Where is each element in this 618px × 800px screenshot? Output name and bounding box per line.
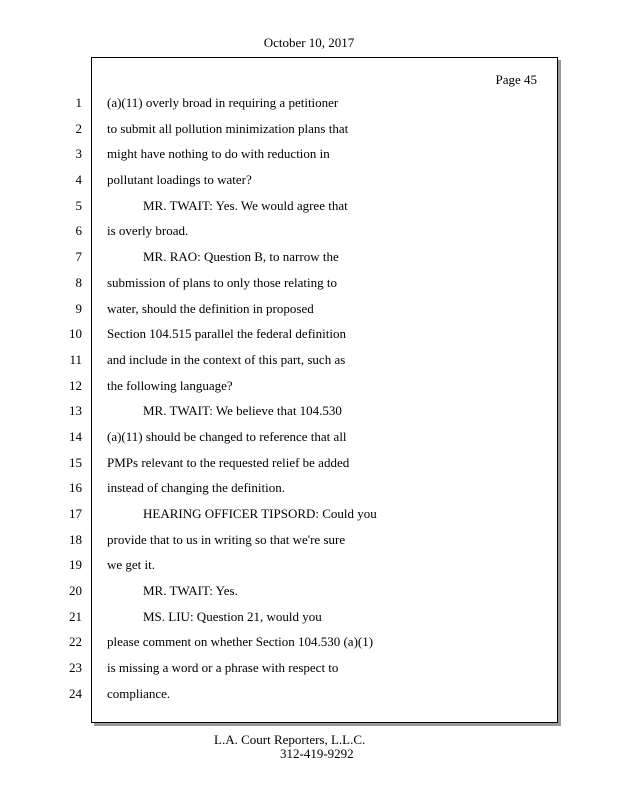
transcript-line: water, should the definition in proposed — [107, 300, 314, 316]
line-number: 3 — [75, 146, 82, 162]
line-number: 19 — [69, 557, 82, 573]
line-number: 24 — [69, 685, 82, 701]
footer-phone-number: 312-419-9292 — [280, 746, 354, 761]
transcript-line: submission of plans to only those relating to — [107, 274, 338, 290]
line-number: 10 — [69, 326, 82, 342]
transcript-line: MR. RAO: Question B, to narrow the — [143, 249, 339, 265]
line-number: 8 — [75, 274, 82, 290]
line-number: 17 — [69, 506, 82, 521]
line-number: 1 — [75, 95, 82, 110]
line-number: 2 — [75, 120, 82, 136]
transcript-line: MR. TWAIT: We believe that 104.530 — [143, 403, 342, 419]
footer-company-name: L.A. Court Reporters, L.L.C. — [214, 732, 366, 747]
transcript-line: please comment on whether Section 104.530 (a)(1) — [107, 634, 374, 650]
line-number: 9 — [75, 300, 82, 316]
transcript-line: instead of changing the definition. — [107, 480, 285, 496]
transcript-line: to submit all pollution minimization plans that — [107, 120, 349, 136]
transcript-line: we get it. — [107, 557, 156, 573]
header-date: October 10, 2017 — [263, 35, 355, 50]
transcript-line: Section 104.515 parallel the federal definition — [107, 326, 346, 342]
transcript-line: (a)(11) should be changed to reference that all — [107, 428, 347, 444]
line-number: 16 — [69, 480, 82, 496]
line-number: 15 — [69, 454, 82, 470]
line-number: 20 — [69, 583, 82, 599]
line-number: 18 — [69, 531, 82, 547]
transcript-line: might have nothing to do with reduction in — [107, 146, 330, 162]
transcript-line: MR. TWAIT: Yes. We would agree that — [143, 197, 348, 213]
line-number: 21 — [69, 608, 82, 624]
transcript-line: compliance. — [107, 685, 171, 701]
transcript-line: pollutant loadings to water? — [107, 172, 252, 188]
transcript-line: HEARING OFFICER TIPSORD: Could you — [143, 506, 377, 521]
line-number: 23 — [69, 660, 82, 676]
line-number: 5 — [75, 197, 82, 213]
line-number: 12 — [69, 377, 82, 393]
line-number: 6 — [75, 223, 82, 239]
line-number: 14 — [69, 428, 82, 444]
line-number: 22 — [69, 634, 82, 650]
transcript-line: MS. LIU: Question 21, would you — [143, 608, 322, 624]
transcript-line: MR. TWAIT: Yes. — [143, 583, 238, 599]
line-number: 7 — [75, 249, 82, 265]
transcript-line: is overly broad. — [107, 223, 189, 239]
transcript-body — [107, 95, 547, 712]
transcript-line: and include in the context of this part, such as — [107, 351, 346, 367]
line-number: 4 — [75, 172, 82, 188]
line-number: 11 — [69, 351, 82, 367]
transcript-line: the following language? — [107, 377, 233, 393]
transcript-line: provide that to us in writing so that we're sure — [107, 531, 346, 547]
transcript-line: is missing a word or a phrase with respect to — [107, 660, 339, 676]
line-number-column — [58, 95, 82, 712]
transcript-line: PMPs relevant to the requested relief be added — [107, 454, 350, 470]
transcript-line: (a)(11) overly broad in requiring a petitioner — [107, 95, 339, 110]
line-number: 13 — [69, 403, 82, 419]
page-number: Page 45 — [495, 72, 537, 87]
